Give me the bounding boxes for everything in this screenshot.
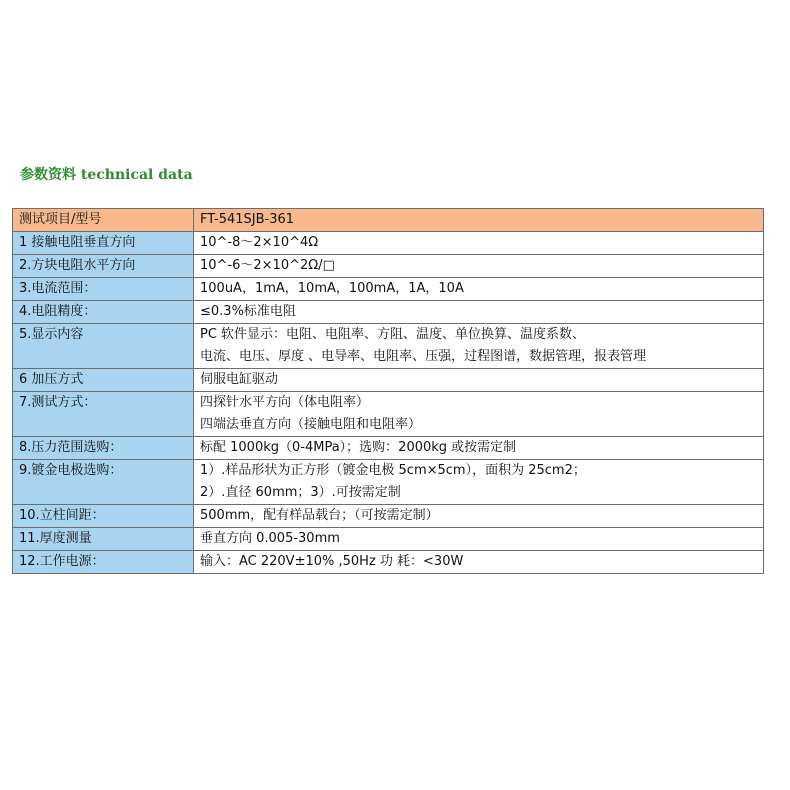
value-line: 标配 1000kg（0-4MPa）；选购：2000kg 或按需定制 [200,440,517,455]
page-heading: 参数资料 technical data [20,167,193,183]
value-line: ≤0.3%标准电阻 [200,304,296,319]
row-label-cell: 6 加压方式 [13,369,194,392]
row-value-cell [194,301,764,324]
table-header-row [13,209,764,232]
row-value-cell [194,437,764,460]
row-label-cell: 4.电阻精度： [13,301,194,324]
header-model-cell: FT-541SJB-361 [194,209,764,232]
row-label-cell: 9.镀金电极选购： [13,460,194,505]
table-row [13,232,764,255]
row-label-cell: 12.工作电源： [13,551,194,574]
value-line: 伺服电缸驱动 [200,372,279,387]
table-row [13,324,764,369]
row-value-cell [194,505,764,528]
table-row [13,278,764,301]
value-line: 电流、电压、厚度 、电导率、电阻率、压强，过程图谱，数据管理，报表管理 [200,349,647,364]
row-label-cell: 7.测试方式： [13,392,194,437]
row-label-cell: 11.厚度测量 [13,528,194,551]
value-line: 输入：AC 220V±10% ,50Hz 功 耗：<30W [200,554,464,569]
row-value-cell [194,392,764,437]
spec-table [12,208,764,574]
value-line: 10^-8～2×10^4Ω [200,235,319,250]
row-value-cell [194,232,764,255]
table-row [13,528,764,551]
row-value-cell [194,528,764,551]
value-line: 垂直方向 0.005-30mm [200,531,340,546]
table-row [13,255,764,278]
value-line: 100uA，1mA，10mA，100mA，1A，10A [200,281,464,296]
table-row [13,551,764,574]
value-line: 10^-6～2×10^2Ω/□ [200,258,335,273]
value-line: 四端法垂直方向（接触电阻和电阻率） [200,417,422,432]
row-label-cell: 2.方块电阻水平方向 [13,255,194,278]
table-row [13,369,764,392]
row-value-cell [194,460,764,505]
table-row [13,392,764,437]
row-value-cell [194,369,764,392]
table-row [13,505,764,528]
row-label-cell: 5.显示内容 [13,324,194,369]
value-line: 1）.样品形状为正方形（镀金电极 5cm×5cm），面积为 25cm2； [200,463,586,478]
row-value-cell [194,324,764,369]
header-label-cell: 测试项目/型号 [13,209,194,232]
table-row [13,301,764,324]
value-line: 2）.直径 60mm；3）.可按需定制 [200,485,401,500]
value-line: PC 软件显示：电阻、电阻率、方阻、温度、单位换算、温度系数、 [200,327,586,342]
row-value-cell [194,551,764,574]
value-line: 500mm，配有样品载台；（可按需定制） [200,508,439,523]
table-row [13,460,764,505]
value-line: 四探针水平方向（体电阻率） [200,395,370,410]
row-label-cell: 1 接触电阻垂直方向 [13,232,194,255]
row-value-cell [194,278,764,301]
row-label-cell: 3.电流范围： [13,278,194,301]
table-row [13,437,764,460]
row-label-cell: 8.压力范围选购： [13,437,194,460]
row-value-cell [194,255,764,278]
row-label-cell: 10.立柱间距： [13,505,194,528]
